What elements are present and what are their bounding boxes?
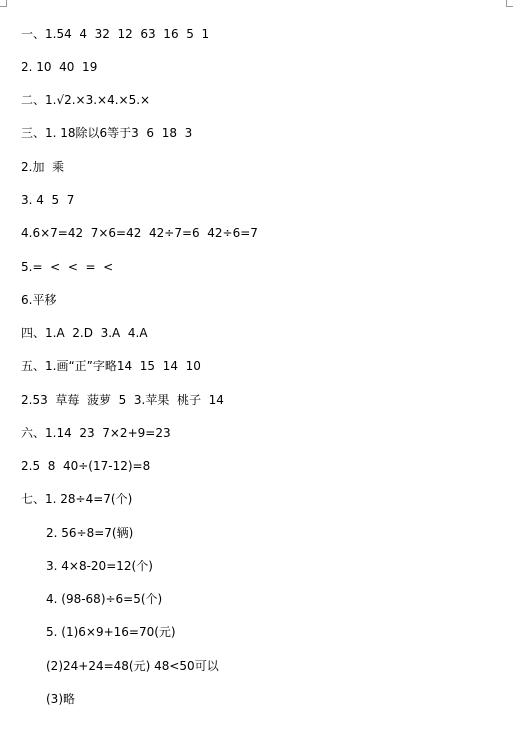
answer-line-8: 5.= < < = < xyxy=(21,260,114,274)
answer-line-21: (3)略 xyxy=(46,692,75,706)
answer-line-9: 6.平移 xyxy=(21,293,57,307)
answer-line-12: 2.53 草莓 菠萝 5 3.苹果 桃子 14 xyxy=(21,393,224,407)
answer-line-4: 三、1. 18除以6等于3 6 18 3 xyxy=(21,126,193,140)
answer-line-14: 2.5 8 40÷(17-12)=8 xyxy=(21,459,151,473)
answer-line-7: 4.6×7=42 7×6=42 42÷7=6 42÷6=7 xyxy=(21,226,258,240)
answer-line-16: 2. 56÷8=7(辆) xyxy=(46,526,134,540)
answer-line-6: 3. 4 5 7 xyxy=(21,193,75,207)
answer-line-3: 二、1.√2.×3.×4.×5.× xyxy=(21,93,151,107)
crop-mark-top-left xyxy=(0,0,7,7)
answer-line-1: 一、1.54 4 32 12 63 16 5 1 xyxy=(21,27,210,41)
answer-line-2: 2. 10 40 19 xyxy=(21,60,98,74)
answer-line-13: 六、1.14 23 7×2+9=23 xyxy=(21,426,171,440)
answer-line-15: 七、1. 28÷4=7(个) xyxy=(21,492,133,506)
crop-mark-top-right xyxy=(506,0,513,7)
answer-line-18: 4. (98-68)÷6=5(个) xyxy=(46,592,163,606)
answer-line-10: 四、1.A 2.D 3.A 4.A xyxy=(21,326,148,340)
answer-line-5: 2.加 乘 xyxy=(21,160,65,174)
answer-line-19: 5. (1)6×9+16=70(元) xyxy=(46,625,176,639)
answer-line-17: 3. 4×8-20=12(个) xyxy=(46,559,153,573)
answer-line-11: 五、1.画“正”字略14 15 14 10 xyxy=(21,359,201,373)
answer-line-20: (2)24+24=48(元) 48<50可以 xyxy=(46,659,219,673)
